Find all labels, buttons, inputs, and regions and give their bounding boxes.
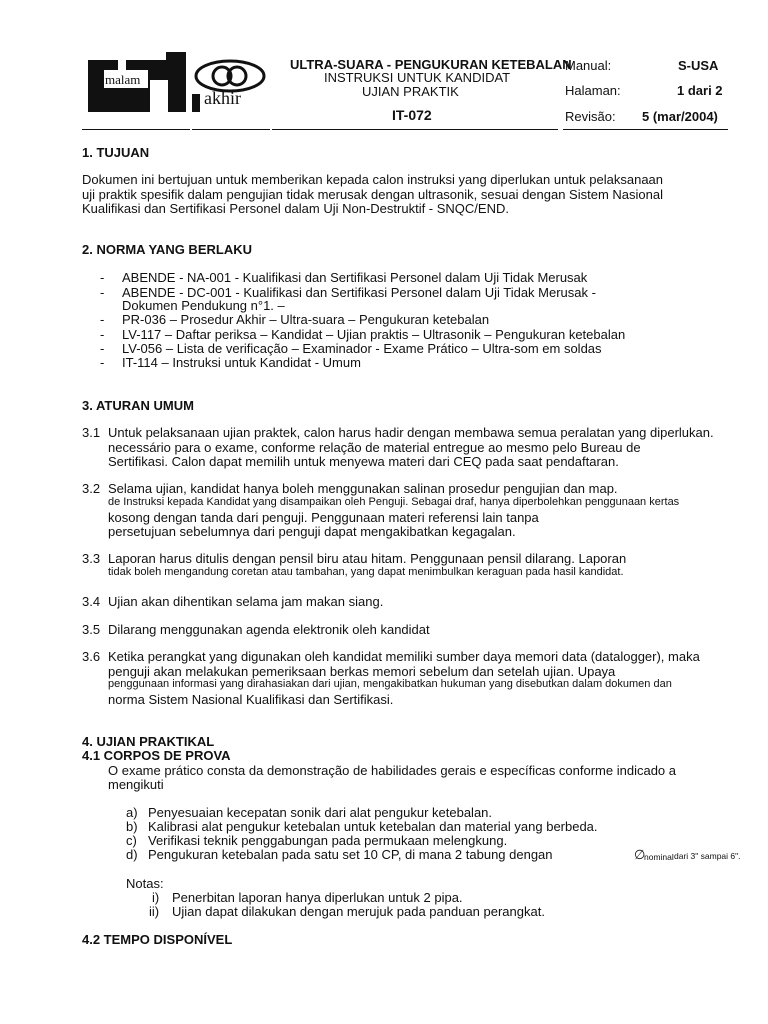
subsection-heading: 4.1 CORPOS DE PROVA bbox=[82, 748, 231, 763]
clause-number: 3.2 bbox=[82, 481, 101, 496]
clause-number: 3.1 bbox=[82, 425, 101, 440]
meta-page-label: Halaman: bbox=[565, 83, 621, 98]
note-marker: ii) bbox=[149, 904, 160, 919]
list-item: Kalibrasi alat pengukur ketebalan untuk ketebalan dan material yang berbeda. bbox=[148, 819, 598, 834]
paragraph-line: tidak boleh mengandung coretan atau tambahan, yang dapat menimbulkan keraguan pada hasil kandidat. bbox=[108, 566, 624, 578]
list-dash: - bbox=[100, 327, 105, 342]
list-item: ABENDE - NA-001 - Kualifikasi dan Sertifikasi Personel dalam Uji Tidak Merusak bbox=[122, 270, 588, 285]
header-rule bbox=[82, 129, 190, 130]
paragraph-line: penguji akan melakukan pemeriksaan berkas memori sebelum dan setelah ujian. Upaya bbox=[108, 664, 616, 679]
paragraph-line: mengikuti bbox=[108, 777, 164, 792]
logo-right-text: akhir bbox=[204, 88, 241, 108]
list-marker: a) bbox=[126, 805, 138, 820]
paragraph-line: Sertifikasi. Calon dapat memilih untuk menyewa materi dari CEQ pada saat pendaftaran. bbox=[108, 454, 619, 469]
list-item: LV-056 – Lista de verificação – Examinador - Exame Prático – Ultra-som em soldas bbox=[122, 341, 602, 356]
paragraph-line: O exame prático consta da demonstração de habilidades gerais e específicas conforme indicado a bbox=[108, 763, 676, 778]
list-item: ABENDE - DC-001 - Kualifikasi dan Sertifikasi Personel dalam Uji Tidak Merusak - bbox=[122, 285, 596, 300]
header-rule bbox=[192, 129, 270, 130]
list-marker: b) bbox=[126, 819, 138, 834]
clause-number: 3.3 bbox=[82, 551, 101, 566]
paragraph-line: de Instruksi kepada Kandidat yang disampaikan oleh Penguji. Sebagai draf, hanya diperbolehkan penggunaan kertas bbox=[108, 496, 680, 508]
paragraph-line: kosong dengan tanda dari penguji. Penggunaan materi referensi lain tanpa bbox=[108, 510, 539, 525]
paragraph-line: Ketika perangkat yang digunakan oleh kandidat memiliki sumber daya memori data (datalogger), maka bbox=[108, 649, 700, 664]
section-heading: 2. NORMA YANG BERLAKU bbox=[82, 242, 252, 257]
list-marker: c) bbox=[126, 833, 137, 848]
clause-number: 3.6 bbox=[82, 649, 101, 664]
note-item: Ujian dapat dilakukan dengan merujuk pada panduan perangkat. bbox=[172, 904, 545, 919]
header-title: ULTRA-SUARA - PENGUKURAN KETEBALAN bbox=[290, 57, 572, 72]
paragraph-line: uji praktik spesifik dalam pengujian tidak merusak dengan ultrasonik, sesuai dengan Sistem Nasional bbox=[82, 187, 663, 202]
subsection-heading: 4.2 TEMPO DISPONÍVEL bbox=[82, 932, 233, 947]
section-heading: 1. TUJUAN bbox=[82, 145, 150, 160]
paragraph-line: Untuk pelaksanaan ujian praktek, calon harus hadir dengan membawa semua peralatan yang diperlukan. bbox=[108, 425, 714, 440]
paragraph-line: Ujian akan dihentikan selama jam makan siang. bbox=[108, 594, 384, 609]
clause-number: 3.4 bbox=[82, 594, 101, 609]
note-marker: i) bbox=[152, 890, 160, 905]
logo-left-text: malam bbox=[105, 72, 141, 87]
list-item: Pengukuran ketebalan pada satu set 10 CP, di mana 2 tabung dengan bbox=[148, 847, 553, 862]
list-item: IT-114 – Instruksi untuk Kandidat - Umum bbox=[122, 355, 361, 370]
meta-manual-value: S-USA bbox=[678, 58, 719, 73]
section-heading: 3. ATURAN UMUM bbox=[82, 398, 194, 413]
diameter-subscript: nominal bbox=[644, 852, 674, 862]
paragraph-line: Dokumen ini bertujuan untuk memberikan kepada calon instruksi yang diperlukan untuk pelaksanaan bbox=[82, 172, 664, 187]
section-heading: 4. UJIAN PRAKTIKAL bbox=[82, 734, 215, 749]
paragraph-line: persetujuan sebelumnya dari penguji dapat mengakibatkan kegagalan. bbox=[108, 524, 516, 539]
paragraph-line: Dilarang menggunakan agenda elektronik oleh kandidat bbox=[108, 622, 430, 637]
note-item: Penerbitan laporan hanya diperlukan untuk 2 pipa. bbox=[172, 890, 463, 905]
list-marker: d) bbox=[126, 847, 138, 862]
header-rule bbox=[563, 129, 728, 130]
meta-revision-label: Revisão: bbox=[565, 109, 616, 124]
list-dash: - bbox=[100, 312, 105, 327]
list-item-continuation: Dokumen Pendukung n°1. – bbox=[122, 298, 285, 313]
list-dash: - bbox=[100, 341, 105, 356]
notes-label: Notas: bbox=[126, 876, 164, 891]
meta-manual-label: Manual: bbox=[565, 58, 612, 73]
paragraph-line: necessário para o exame, conforme relação de material entregue ao mesmo pelo Bureau de bbox=[108, 440, 641, 455]
list-item: Penyesuaian kecepatan sonik dari alat pengukur ketebalan. bbox=[148, 805, 493, 820]
list-dash: - bbox=[100, 355, 105, 370]
meta-page-value: 1 dari 2 bbox=[677, 83, 723, 98]
list-dash: - bbox=[100, 270, 105, 285]
header-subtitle: INSTRUKSI UNTUK KANDIDAT bbox=[324, 70, 511, 85]
meta-revision-value: 5 (mar/2004) bbox=[642, 109, 718, 124]
list-dash: - bbox=[100, 285, 105, 300]
paragraph-line: Kualifikasi dan Sertifikasi Personel dalam Uji Non-Destruktif - SNQC/END. bbox=[82, 201, 509, 216]
diameter-symbol: ∅ bbox=[634, 847, 646, 862]
clause-number: 3.5 bbox=[82, 622, 101, 637]
list-item: Verifikasi teknik penggabungan pada permukaan melengkung. bbox=[148, 833, 508, 848]
paragraph-line: penggunaan informasi yang dirahasiakan dari ujian, mengakibatkan hukuman yang disebutkan dalam dokumen dan bbox=[108, 678, 672, 690]
header-subtitle-2: UJIAN PRAKTIK bbox=[362, 84, 459, 99]
header-rule bbox=[272, 129, 558, 130]
diameter-range: dari 3" sampai 6". bbox=[674, 851, 741, 861]
list-item: LV-117 – Daftar periksa – Kandidat – Ujian praktis – Ultrasonik – Pengukuran ketebalan bbox=[122, 327, 626, 342]
list-item: PR-036 – Prosedur Akhir – Ultra-suara – Pengukuran ketebalan bbox=[122, 312, 490, 327]
paragraph-line: Selama ujian, kandidat hanya boleh menggunakan salinan prosedur pengujian dan map. bbox=[108, 481, 618, 496]
paragraph-line: norma Sistem Nasional Kualifikasi dan Sertifikasi. bbox=[108, 692, 394, 707]
doc-code: IT-072 bbox=[392, 107, 432, 123]
paragraph-line: Laporan harus ditulis dengan pensil biru atau hitam. Penggunaan pensil dilarang. Laporan bbox=[108, 551, 627, 566]
